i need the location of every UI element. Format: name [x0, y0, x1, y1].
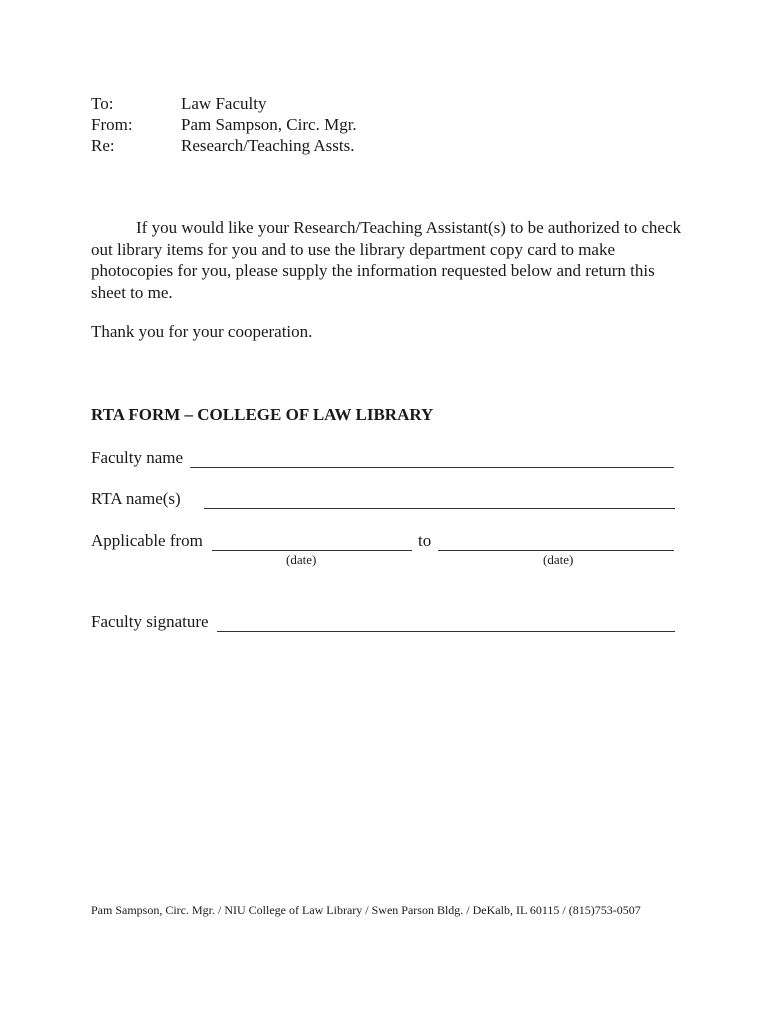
- footer-contact-line: Pam Sampson, Circ. Mgr. / NIU College of Law Library / Swen Parson Bldg. / DeKalb, IL 60115 / (815)753-0507: [91, 903, 641, 917]
- rta-names-field[interactable]: [204, 489, 675, 509]
- applicable-to-label: to: [418, 531, 432, 550]
- date-hint-to: (date): [543, 552, 574, 567]
- memo-from-label: From:: [91, 115, 133, 134]
- memo-to-value: Law Faculty: [181, 94, 267, 113]
- memo-re-label: Re:: [91, 136, 115, 155]
- memo-from-value: Pam Sampson, Circ. Mgr.: [181, 115, 357, 134]
- faculty-signature-field[interactable]: [217, 612, 675, 632]
- memo-re-value: Research/Teaching Assts.: [181, 136, 355, 155]
- applicable-from-label: Applicable from: [91, 531, 203, 550]
- faculty-name-field[interactable]: [190, 448, 674, 468]
- applicable-to-date-field[interactable]: [438, 531, 674, 551]
- intro-paragraph: If you would like your Research/Teaching Assistant(s) to be authorized to check out library items for you and to use the library department copy card to make photocopies for you, please supply the information requested below and return this sheet to me.: [91, 218, 682, 302]
- form-title: RTA FORM – COLLEGE OF LAW LIBRARY: [91, 405, 434, 424]
- rta-names-label: RTA name(s): [91, 489, 181, 508]
- faculty-name-label: Faculty name: [91, 448, 184, 467]
- thanks-line: Thank you for your cooperation.: [91, 322, 313, 341]
- memo-to-label: To:: [91, 94, 114, 113]
- faculty-signature-label: Faculty signature: [91, 612, 209, 631]
- applicable-from-date-field[interactable]: [212, 531, 412, 551]
- date-hint-from: (date): [286, 552, 317, 567]
